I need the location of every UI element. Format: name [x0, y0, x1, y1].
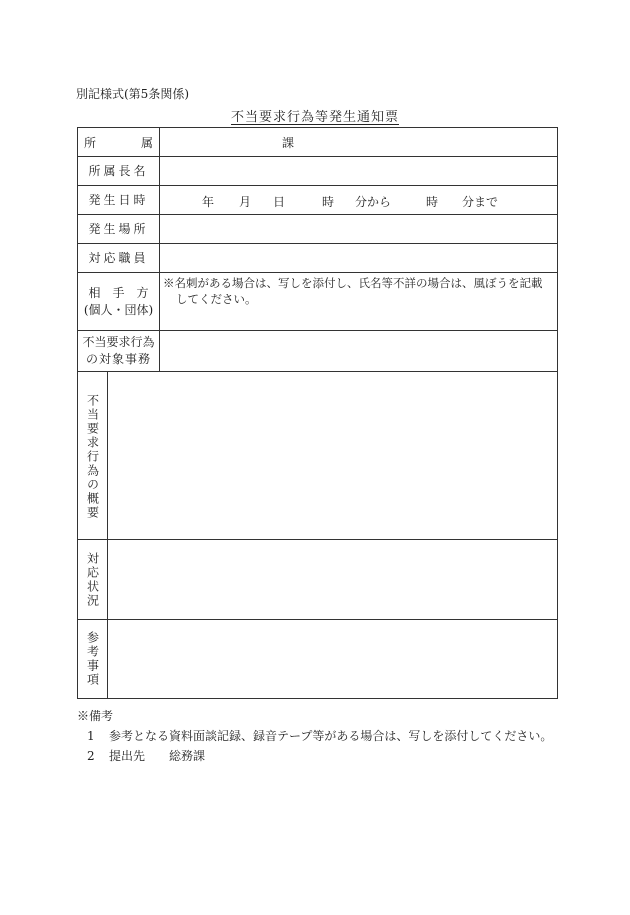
target-label-line2: の対象事務	[85, 352, 151, 366]
row-chief-name	[78, 157, 558, 186]
row-reference	[78, 620, 558, 699]
year-label: 年	[202, 195, 215, 209]
counterpart-label-line1: 相 手 方	[88, 285, 149, 300]
response-field[interactable]	[108, 540, 558, 620]
hour-label: 時	[322, 195, 335, 209]
staff-field[interactable]	[160, 244, 558, 273]
response-label: 対応状況	[85, 551, 100, 608]
row-place	[78, 215, 558, 244]
affiliation-label-right: 属	[140, 135, 153, 150]
row-datetime	[78, 186, 558, 215]
unit-label: 課	[282, 135, 295, 150]
chief-name-field[interactable]	[160, 157, 558, 186]
notification-form-table	[77, 127, 558, 699]
row-target	[78, 331, 558, 372]
reference-field[interactable]	[108, 620, 558, 699]
row-affiliation	[78, 128, 558, 157]
target-field[interactable]	[160, 331, 558, 372]
row-summary	[78, 372, 558, 540]
row-counterpart	[78, 273, 558, 331]
notes-section	[77, 706, 552, 766]
page-title: 不当要求行為等発生通知票	[230, 110, 399, 125]
counterpart-note-line1: ※名刺がある場合は、写しを添付し、氏名等不詳の場合は、風ぼうを記載	[163, 276, 543, 290]
row-response	[78, 540, 558, 620]
minute-from-label: 分から	[355, 195, 392, 209]
note-item: 2 提出先 総務課	[87, 749, 206, 763]
notes-heading: ※備考	[77, 709, 114, 723]
staff-label: 対応職員	[78, 244, 160, 273]
row-staff	[78, 244, 558, 273]
minute-to-label: 分まで	[462, 195, 499, 209]
form-label: 別記様式(第5条関係)	[76, 87, 189, 101]
datetime-label: 発生日時	[78, 186, 160, 215]
counterpart-field[interactable]	[160, 273, 558, 331]
place-field[interactable]	[160, 215, 558, 244]
note-item: 1 参考となる資料面談記録、録音テープ等がある場合は、写しを添付してください。	[87, 729, 553, 743]
summary-label: 不当要求行為の概要	[85, 394, 100, 520]
place-label: 発生場所	[78, 215, 160, 244]
target-label-line1: 不当要求行為	[82, 335, 155, 349]
counterpart-note-line2: してください。	[176, 292, 257, 306]
month-label: 月	[239, 195, 252, 209]
datetime-field[interactable]	[160, 186, 558, 215]
hour2-label: 時	[426, 195, 439, 209]
affiliation-label-left: 所	[84, 135, 97, 150]
summary-field[interactable]	[108, 372, 558, 540]
day-label: 日	[273, 195, 286, 209]
chief-name-label: 所属長名	[78, 157, 160, 186]
counterpart-label-line2: (個人・団体)	[83, 302, 154, 317]
affiliation-field[interactable]	[160, 128, 558, 157]
reference-label: 参考事項	[85, 631, 100, 687]
